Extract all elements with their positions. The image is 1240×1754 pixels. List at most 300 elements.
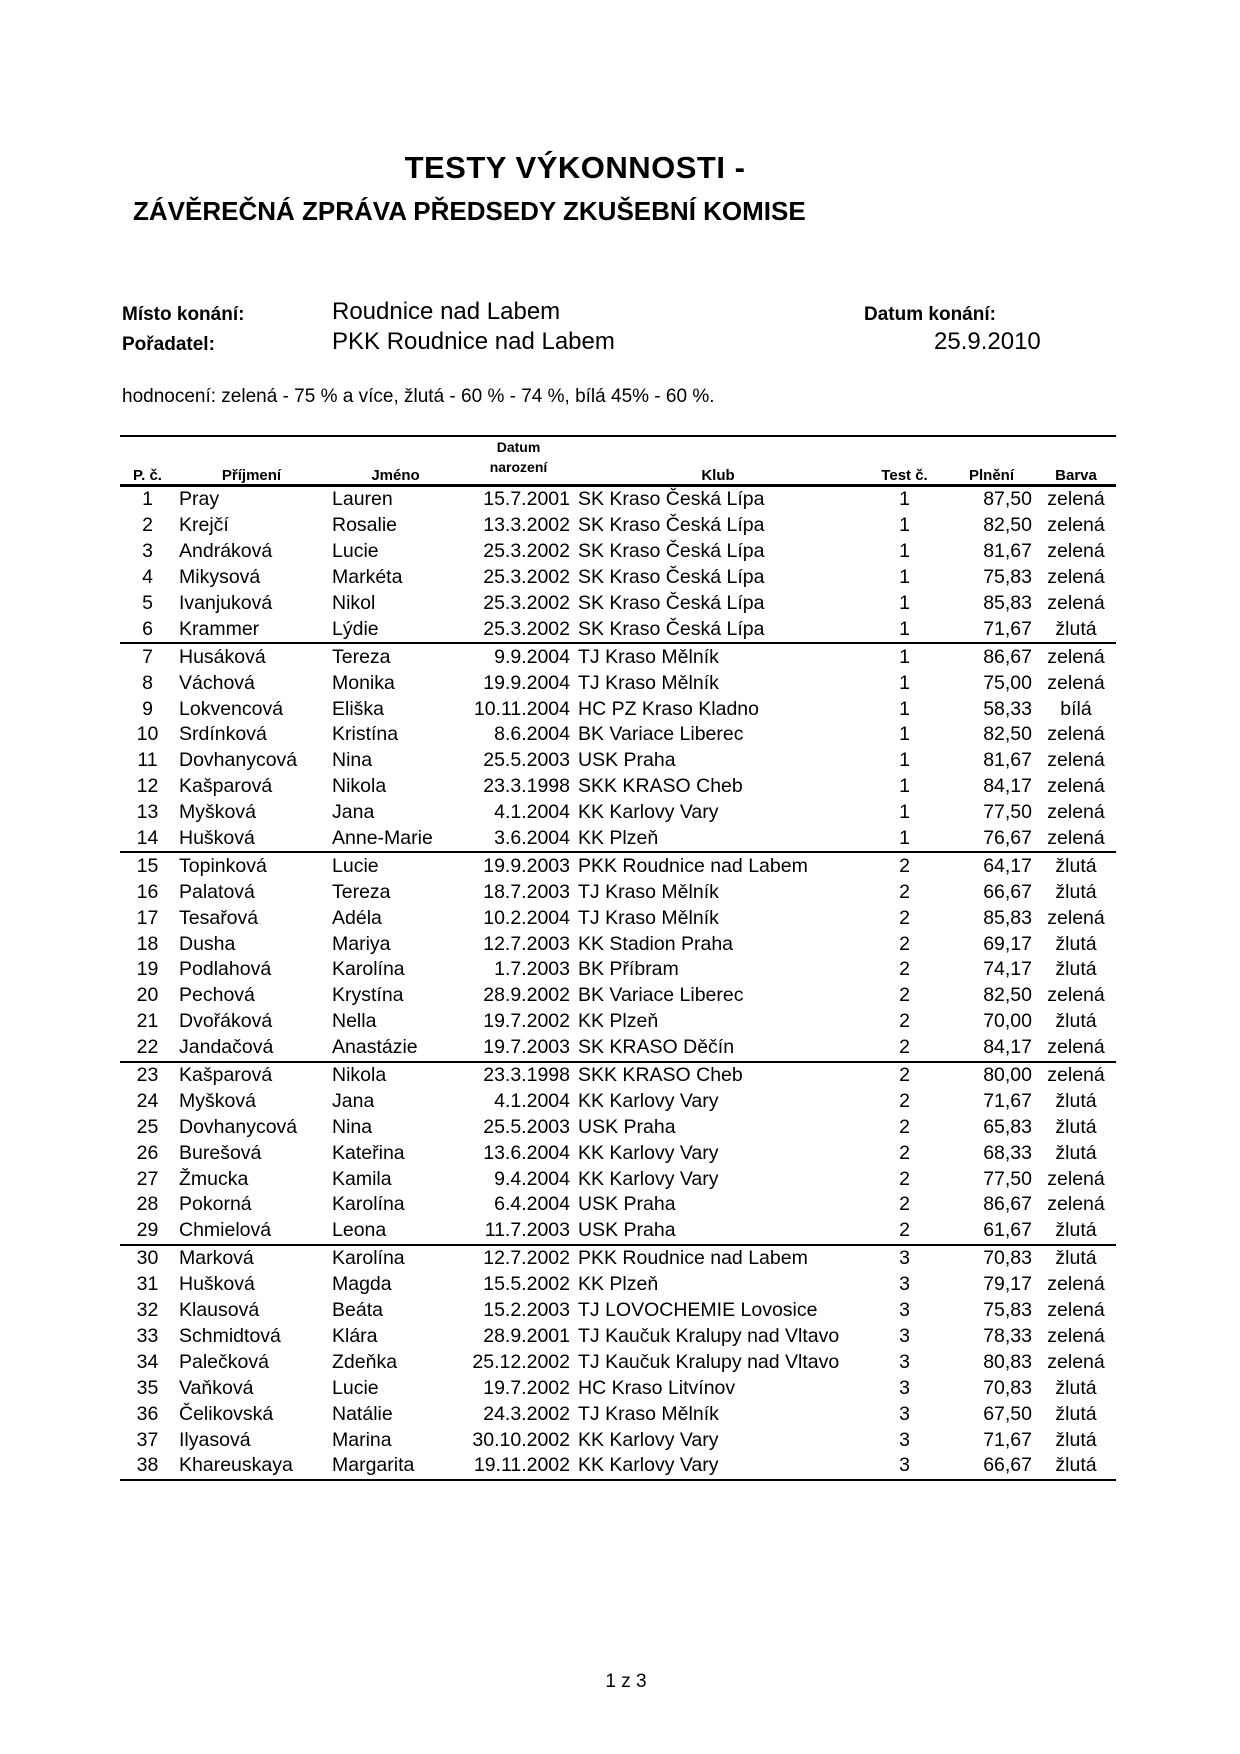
cell-club: KK Plzeň (578, 1010, 659, 1033)
cell-color: žlutá (1055, 880, 1097, 903)
cell-birth: 19.7.2002 (483, 1010, 570, 1033)
table-row (120, 1009, 1116, 1035)
cell-name: Lucie (332, 854, 379, 877)
cell-name: Mariya (332, 932, 391, 955)
cell-test: 1 (862, 826, 947, 853)
cell-surname: Mikysová (179, 566, 261, 589)
cell-no: 23 (136, 1064, 159, 1087)
cell-color: zelená (1047, 775, 1105, 798)
cell-birth: 15.7.2001 (483, 488, 570, 511)
cell-color: zelená (1047, 1350, 1105, 1373)
cell-name: Beáta (332, 1299, 383, 1322)
cell-club: TJ Kraso Mělník (578, 1402, 719, 1425)
cell-color: žlutá (1055, 1428, 1097, 1451)
cell-no: 4 (142, 566, 153, 589)
cell-score: 86,67 (983, 1193, 1032, 1216)
cell-club: BK Variace Liberec (578, 723, 744, 746)
table-row (120, 1349, 1116, 1375)
cell-score: 84,17 (983, 775, 1032, 798)
table-row (120, 591, 1116, 617)
cell-color: žlutá (1036, 1218, 1116, 1245)
table-row (120, 1218, 1116, 1245)
cell-color: zelená (1047, 1324, 1105, 1347)
table-row (120, 513, 1116, 539)
cell-test: 3 (899, 1428, 910, 1451)
cell-club: KK Karlovy Vary (578, 1141, 719, 1164)
cell-name: Nikola (332, 775, 387, 798)
cell-surname: Husáková (179, 645, 266, 668)
cell-test: 2 (899, 1167, 910, 1190)
cell-birth: 10.2.2004 (483, 906, 570, 929)
cell-birth: 9.9.2004 (494, 645, 570, 668)
cell-color: zelená (1047, 1167, 1105, 1190)
cell-name: Lýdie (328, 616, 463, 643)
cell-no: 28 (136, 1193, 159, 1216)
cell-test: 1 (862, 616, 947, 643)
cell-club: SK Kraso Česká Lípa (574, 616, 862, 643)
cell-test: 1 (899, 514, 910, 537)
table-row (120, 1035, 1116, 1062)
cell-color: zelená (1047, 984, 1105, 1007)
cell-surname: Topinková (179, 854, 267, 877)
table-row (120, 1062, 1116, 1089)
cell-birth: 18.7.2003 (483, 880, 570, 903)
cell-surname: Pokorná (179, 1193, 252, 1216)
cell-club: SKK KRASO Cheb (578, 1064, 743, 1087)
cell-color: zelená (1047, 514, 1105, 537)
cell-club: TJ Kaučuk Kralupy nad Vltavo (578, 1350, 840, 1373)
cell-name: Jana (332, 1089, 375, 1112)
cell-score: 79,17 (983, 1273, 1032, 1296)
cell-birth: 24.3.2002 (483, 1402, 570, 1425)
table-row (120, 774, 1116, 800)
cell-no: 5 (142, 592, 153, 614)
cell-color: žlutá (1055, 1376, 1097, 1399)
cell-no: 36 (136, 1402, 159, 1425)
cell-name: Karolína (332, 1193, 405, 1216)
cell-score: 80,00 (983, 1064, 1032, 1087)
cell-surname: Váchová (179, 671, 255, 694)
cell-score: 76,67 (947, 826, 1036, 853)
cell-surname: Tesařová (179, 906, 259, 929)
cell-birth: 25.3.2002 (483, 566, 570, 589)
cell-surname: Dvořáková (179, 1010, 273, 1033)
page-subtitle: ZÁVĚREČNÁ ZPRÁVA PŘEDSEDY ZKUŠEBNÍ KOMISE (133, 196, 806, 226)
cell-club: BK Příbram (578, 958, 679, 981)
cell-color: žlutá (1055, 958, 1097, 981)
cell-birth: 28.9.2001 (483, 1324, 570, 1347)
cell-color: zelená (1047, 1299, 1105, 1322)
cell-birth: 25.3.2002 (483, 540, 570, 563)
cell-test: 1 (899, 697, 910, 720)
cell-birth: 4.1.2004 (494, 1089, 570, 1112)
cell-surname: Jandačová (175, 1035, 328, 1062)
cell-score: 67,50 (983, 1402, 1032, 1425)
cell-name: Klára (332, 1324, 378, 1347)
cell-club: TJ Kraso Mělník (578, 880, 719, 903)
cell-no: 2 (142, 514, 153, 537)
table-row (120, 1375, 1116, 1401)
cell-color: zelená (1047, 1273, 1105, 1296)
cell-no: 35 (136, 1376, 159, 1399)
cell-score: 86,67 (983, 645, 1032, 668)
cell-color: žlutá (1055, 932, 1097, 955)
cell-surname: Dovhanycová (179, 749, 298, 772)
cell-color: zelená (1047, 749, 1105, 772)
cell-no: 9 (142, 697, 153, 720)
cell-score: 65,83 (983, 1115, 1032, 1138)
cell-test: 3 (899, 1299, 910, 1322)
cell-name: Monika (332, 671, 395, 694)
cell-no: 32 (136, 1299, 159, 1322)
page-title: TESTY VÝKONNOSTI - (404, 150, 746, 185)
cell-test: 2 (899, 984, 910, 1007)
cell-surname: Srdínková (179, 723, 267, 746)
cell-no: 29 (120, 1218, 175, 1245)
cell-name: Eliška (332, 697, 385, 720)
cell-surname: Krammer (175, 616, 328, 643)
page-number: 1 z 3 (605, 1671, 647, 1692)
cell-color: zelená (1047, 645, 1105, 668)
table-row (120, 1166, 1116, 1192)
cell-score: 82,50 (983, 984, 1032, 1007)
table-row (120, 643, 1116, 670)
cell-color: žlutá (1055, 1115, 1097, 1138)
cell-test: 2 (899, 1193, 910, 1216)
table-row (120, 1401, 1116, 1427)
cell-club: HC Kraso Litvínov (578, 1376, 736, 1399)
cell-club: SK Kraso Česká Lípa (578, 540, 765, 563)
cell-club: KK Karlovy Vary (578, 1167, 719, 1190)
table-row (120, 1427, 1116, 1453)
table-row (120, 748, 1116, 774)
cell-birth: 19.7.2002 (483, 1376, 570, 1399)
cell-name: Lucie (332, 1376, 379, 1399)
col-header-no: P. č. (133, 467, 162, 484)
cell-surname: Dusha (179, 932, 236, 955)
table-row (120, 616, 1116, 643)
cell-surname: Ilyasová (179, 1428, 251, 1451)
cell-score: 70,00 (983, 1010, 1032, 1033)
cell-test: 2 (899, 1010, 910, 1033)
col-header-club: Klub (701, 467, 735, 484)
cell-birth: 8.6.2004 (494, 723, 570, 746)
cell-surname: Andráková (179, 540, 273, 563)
cell-surname: Khareuskaya (175, 1453, 328, 1480)
cell-color: zelená (1047, 566, 1105, 589)
col-header-birth (463, 436, 574, 486)
cell-birth: 3.6.2004 (463, 826, 574, 853)
cell-no: 19 (136, 958, 159, 981)
cell-color: zelená (1047, 488, 1105, 511)
organizer-label: Pořadatel: (122, 334, 215, 355)
table-row (120, 905, 1116, 931)
cell-name: Kamila (332, 1167, 392, 1190)
table-row (120, 826, 1116, 853)
cell-club: TJ LOVOCHEMIE Lovosice (578, 1299, 818, 1322)
table-row (120, 852, 1116, 879)
cell-no: 20 (136, 984, 159, 1007)
cell-score: 78,33 (983, 1324, 1032, 1347)
cell-club: USK Praha (574, 1218, 862, 1245)
cell-no: 6 (120, 616, 175, 643)
cell-no: 1 (142, 488, 153, 511)
cell-name: Zdeňka (332, 1350, 398, 1373)
col-header-name: Jméno (371, 467, 420, 484)
cell-club: TJ Kraso Mělník (578, 906, 719, 929)
cell-surname: Klausová (179, 1299, 260, 1322)
cell-test: 2 (899, 1115, 910, 1138)
cell-score: 81,67 (983, 540, 1032, 563)
cell-birth: 13.3.2002 (483, 514, 570, 537)
organizer-value: PKK Roudnice nad Labem (332, 328, 615, 355)
cell-test: 3 (899, 1402, 910, 1425)
table-row (120, 696, 1116, 722)
cell-birth: 30.10.2002 (472, 1428, 570, 1451)
cell-no: 7 (142, 645, 153, 668)
cell-test: 1 (899, 566, 910, 589)
cell-birth: 19.11.2002 (463, 1453, 574, 1480)
cell-surname: Schmidtová (179, 1324, 281, 1347)
cell-no: 13 (136, 801, 159, 824)
col-header-score: Plnění (968, 467, 1014, 484)
cell-surname: Hušková (175, 826, 328, 853)
cell-color: zelená (1047, 540, 1105, 563)
cell-club: KK Karlovy Vary (578, 1428, 719, 1451)
cell-surname: Čelikovská (179, 1402, 274, 1425)
cell-name: Marina (332, 1428, 392, 1451)
table-row (120, 931, 1116, 957)
cell-name: Karolína (332, 958, 405, 981)
cell-no: 24 (136, 1089, 159, 1112)
cell-color: zelená (1047, 723, 1105, 746)
cell-no: 37 (136, 1428, 159, 1451)
cell-no: 16 (136, 880, 159, 903)
cell-test: 1 (899, 749, 910, 772)
cell-color: žlutá (1055, 1402, 1097, 1425)
cell-no: 8 (142, 671, 153, 694)
cell-club: KK Plzeň (578, 1273, 659, 1296)
date-value: 25.9.2010 (934, 328, 1041, 355)
table-row (120, 1272, 1116, 1298)
cell-surname: Dovhanycová (179, 1115, 298, 1138)
cell-club: USK Praha (578, 749, 676, 772)
cell-test: 2 (899, 1064, 910, 1087)
cell-surname: Palatová (179, 880, 255, 903)
table-row (120, 565, 1116, 591)
cell-score: 84,17 (947, 1035, 1036, 1062)
cell-surname: Myšková (179, 801, 256, 824)
cell-name: Nikol (332, 592, 376, 614)
cell-club: SK Kraso Česká Lípa (578, 488, 765, 511)
cell-club: BK Variace Liberec (578, 984, 744, 1007)
cell-birth: 25.5.2003 (483, 1115, 570, 1138)
cell-test: 2 (899, 1141, 910, 1164)
cell-birth: 13.6.2004 (483, 1141, 570, 1164)
cell-no: 17 (136, 906, 159, 929)
cell-test: 1 (899, 540, 910, 563)
cell-score: 69,17 (983, 932, 1032, 955)
cell-birth: 19.7.2003 (463, 1035, 574, 1062)
cell-club: TJ Kraso Mělník (578, 645, 719, 668)
cell-name: Nikola (332, 1064, 387, 1087)
cell-name: Markéta (332, 566, 403, 589)
cell-color: zelená (1047, 671, 1105, 694)
cell-test: 1 (899, 645, 910, 668)
cell-club: SK Kraso Česká Lípa (578, 566, 765, 589)
cell-test: 1 (899, 775, 910, 798)
cell-no: 31 (136, 1273, 159, 1296)
cell-club: SK Kraso Česká Lípa (578, 514, 765, 537)
cell-score: 66,67 (947, 1453, 1036, 1480)
cell-name: Adéla (332, 906, 382, 929)
cell-test: 3 (899, 1247, 910, 1270)
cell-club: TJ Kaučuk Kralupy nad Vltavo (578, 1324, 840, 1347)
cell-name: Lauren (332, 488, 393, 511)
cell-surname: Krejčí (179, 514, 229, 537)
cell-name: Tereza (332, 645, 391, 668)
cell-test: 1 (899, 801, 910, 824)
cell-score: 74,17 (983, 958, 1032, 981)
cell-test: 2 (899, 1089, 910, 1112)
table-row (120, 1298, 1116, 1324)
cell-score: 64,17 (983, 854, 1032, 877)
cell-club: KK Plzeň (574, 826, 862, 853)
cell-club: HC PZ Kraso Kladno (578, 697, 759, 720)
cell-name: Kristína (332, 723, 399, 746)
cell-birth: 19.9.2004 (483, 671, 570, 694)
cell-club: PKK Roudnice nad Labem (578, 1247, 808, 1270)
cell-surname: Žmucka (179, 1167, 249, 1190)
table-row (120, 1192, 1116, 1218)
cell-surname: Palečková (179, 1350, 269, 1373)
cell-birth: 12.7.2003 (483, 932, 570, 955)
cell-name: Karolína (332, 1247, 405, 1270)
cell-test: 1 (899, 671, 910, 694)
table-row (120, 1140, 1116, 1166)
table-row (120, 1114, 1116, 1140)
cell-test: 3 (899, 1350, 910, 1373)
cell-color: žlutá (1055, 1141, 1097, 1164)
cell-score: 70,83 (983, 1247, 1032, 1270)
cell-score: 75,83 (983, 566, 1032, 589)
cell-birth: 6.4.2004 (494, 1193, 570, 1216)
cell-birth: 9.4.2004 (494, 1167, 570, 1190)
cell-surname: Kašparová (179, 1064, 273, 1087)
cell-color: zelená (1036, 1035, 1116, 1062)
cell-surname: Lokvencová (179, 697, 284, 720)
cell-surname: Kašparová (179, 775, 273, 798)
cell-color: žlutá (1055, 1010, 1097, 1033)
cell-surname: Marková (179, 1247, 254, 1270)
cell-birth: 25.3.2002 (483, 592, 570, 614)
cell-score: 66,67 (983, 880, 1032, 903)
cell-surname: Burešová (179, 1141, 262, 1164)
cell-no: 26 (136, 1141, 159, 1164)
cell-birth: 4.1.2004 (494, 801, 570, 824)
cell-no: 33 (136, 1324, 159, 1347)
table-row (120, 800, 1116, 826)
cell-score: 75,00 (983, 671, 1032, 694)
table-row (120, 1245, 1116, 1272)
cell-club: TJ Kraso Mělník (578, 671, 719, 694)
cell-no: 22 (120, 1035, 175, 1062)
cell-score: 71,67 (947, 616, 1036, 643)
cell-birth: 28.9.2002 (483, 984, 570, 1007)
table-row (120, 1453, 1116, 1480)
date-label: Datum konání: (864, 304, 996, 325)
cell-no: 11 (137, 749, 158, 772)
cell-club: PKK Roudnice nad Labem (578, 854, 808, 877)
cell-club: KK Karlovy Vary (578, 801, 719, 824)
cell-name: Rosalie (332, 514, 398, 537)
col-header-test: Test č. (881, 467, 928, 484)
cell-name: Krystína (332, 984, 404, 1007)
col-header-birth-line1: Datum (496, 439, 541, 455)
table-header-row (120, 436, 1116, 486)
table-row (120, 1324, 1116, 1350)
cell-no: 34 (136, 1350, 159, 1373)
cell-surname: Vaňková (179, 1376, 254, 1399)
cell-name: Tereza (332, 880, 391, 903)
cell-color: zelená (1047, 592, 1105, 614)
cell-club: KK Karlovy Vary (574, 1453, 862, 1480)
cell-color: zelená (1047, 1193, 1105, 1216)
cell-score: 85,83 (983, 592, 1032, 614)
table-row (120, 983, 1116, 1009)
cell-no: 3 (142, 540, 153, 563)
cell-birth: 15.2.2003 (483, 1299, 570, 1322)
table-body (120, 486, 1116, 1480)
cell-test: 3 (862, 1453, 947, 1480)
cell-score: 77,50 (983, 1167, 1032, 1190)
cell-score: 70,83 (983, 1376, 1032, 1399)
place-value: Roudnice nad Labem (332, 298, 561, 325)
cell-surname: Hušková (179, 1273, 255, 1296)
cell-birth: 15.5.2002 (483, 1273, 570, 1296)
cell-score: 82,50 (983, 723, 1032, 746)
cell-test: 2 (899, 906, 910, 929)
cell-surname: Podlahová (179, 958, 272, 981)
cell-club: USK Praha (578, 1115, 676, 1138)
cell-name: Magda (332, 1273, 392, 1296)
cell-name: Kateřina (332, 1141, 405, 1164)
cell-test: 2 (899, 958, 910, 981)
cell-color: zelená (1036, 826, 1116, 853)
cell-test: 2 (899, 932, 910, 955)
cell-no: 38 (120, 1453, 175, 1480)
cell-name: Jana (332, 801, 375, 824)
cell-no: 15 (136, 854, 159, 877)
cell-test: 1 (899, 488, 910, 511)
cell-color: bílá (1060, 697, 1092, 720)
cell-test: 3 (899, 1376, 910, 1399)
cell-no: 12 (136, 775, 159, 798)
cell-birth: 25.3.2002 (463, 616, 574, 643)
cell-no: 18 (136, 932, 159, 955)
cell-test: 2 (862, 1035, 947, 1062)
cell-surname: Myšková (179, 1089, 256, 1112)
cell-club: KK Karlovy Vary (578, 1089, 719, 1112)
cell-name: Nina (332, 749, 373, 772)
cell-color: žlutá (1055, 854, 1097, 877)
cell-score: 68,33 (983, 1141, 1032, 1164)
cell-birth: 23.3.1998 (483, 1064, 570, 1087)
cell-birth: 19.9.2003 (483, 854, 570, 877)
cell-no: 21 (136, 1010, 159, 1033)
cell-name: Leona (328, 1218, 463, 1245)
cell-score: 80,83 (983, 1350, 1032, 1373)
